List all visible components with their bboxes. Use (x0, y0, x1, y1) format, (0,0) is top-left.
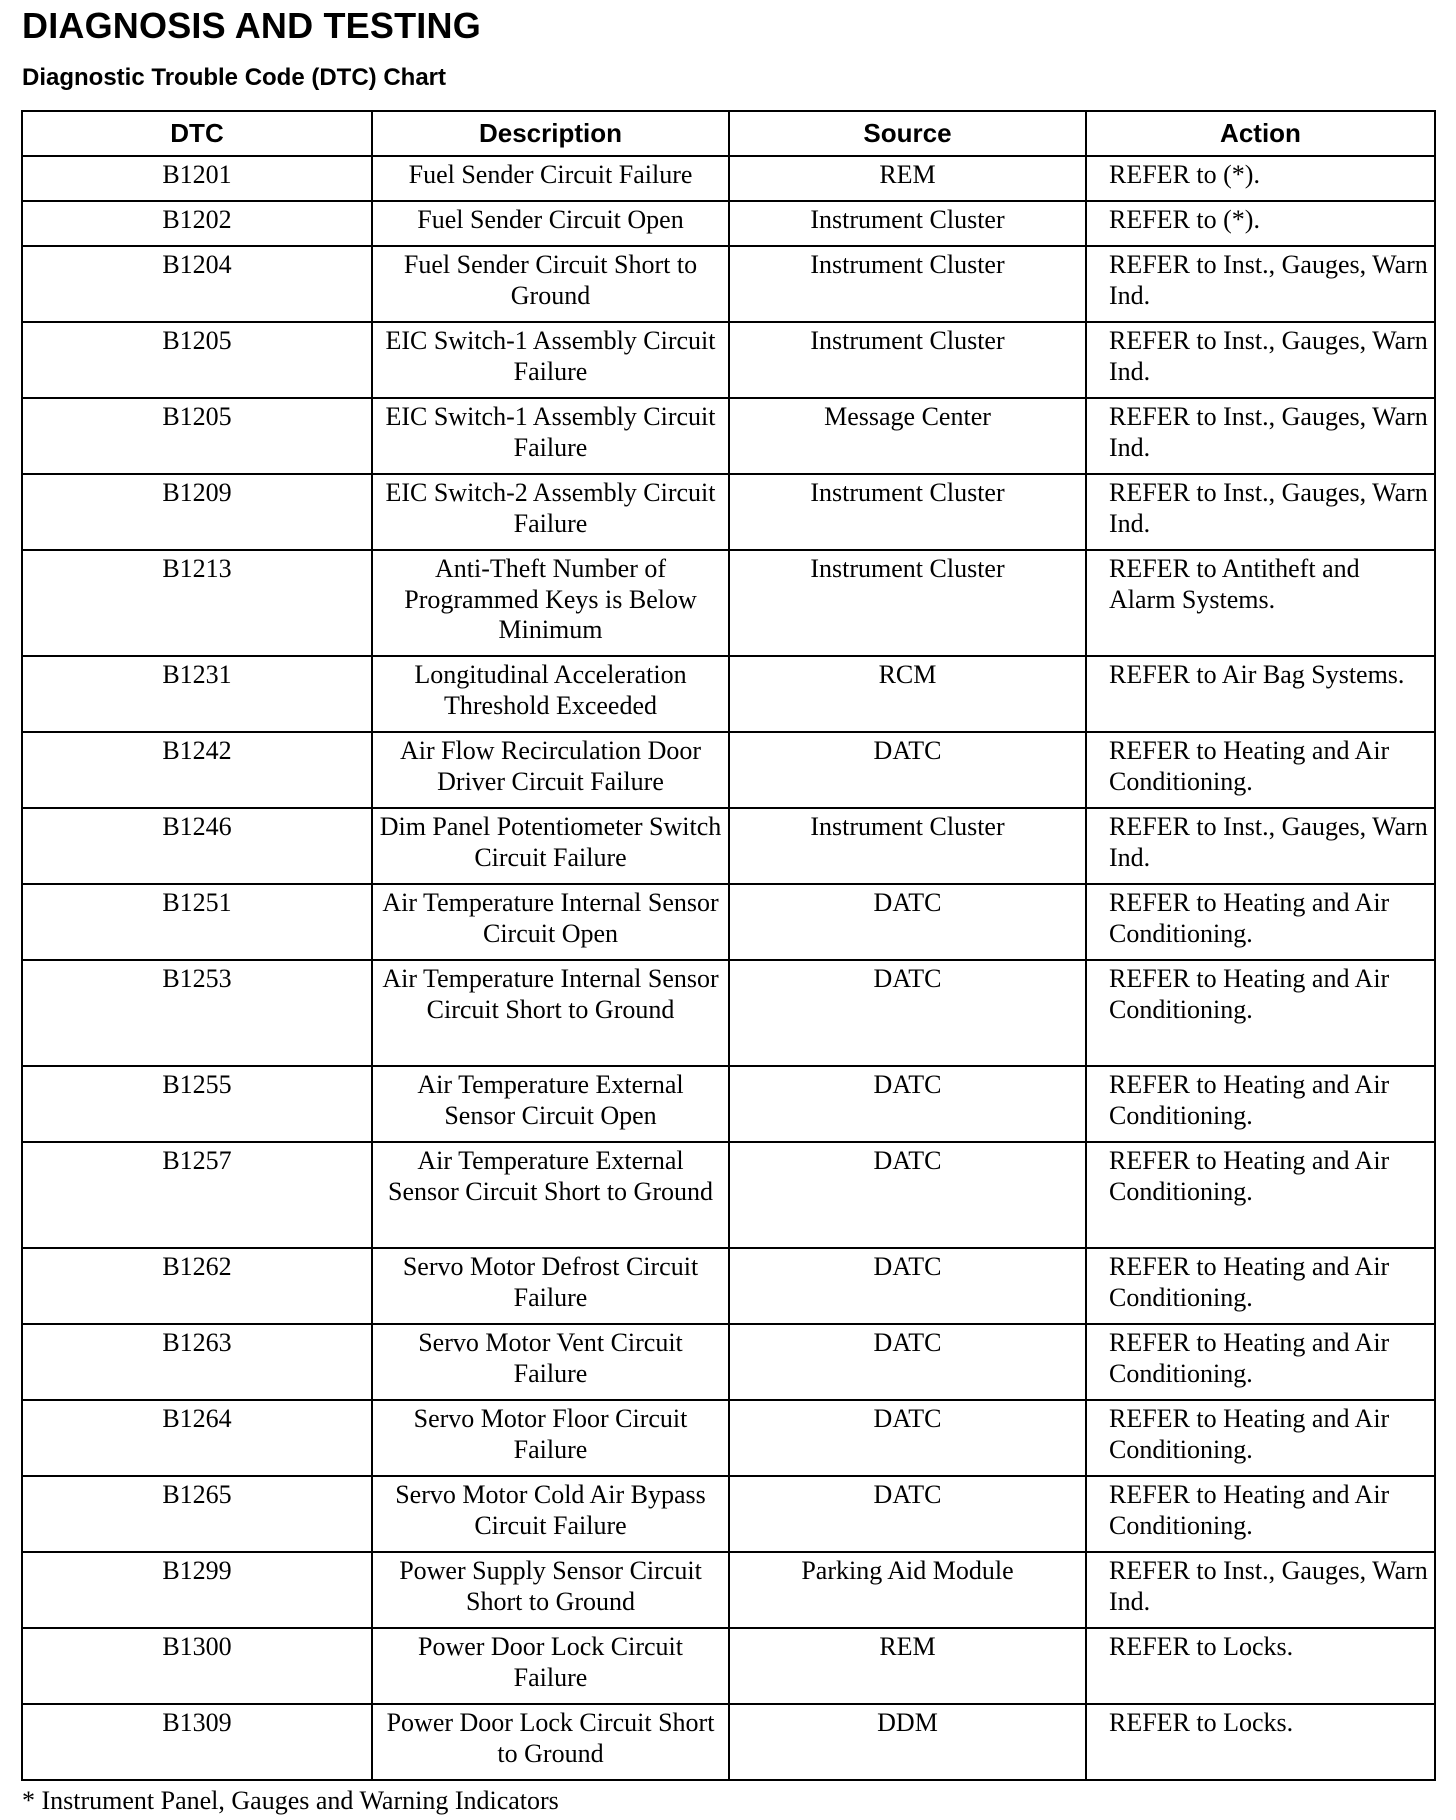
description-cell: Servo Motor Floor Circuit Failure (372, 1400, 729, 1476)
description-cell: Power Door Lock Circuit Short to Ground (372, 1704, 729, 1780)
dtc-code-cell: B1253 (22, 960, 372, 1066)
dtc-code-cell: B1201 (22, 156, 372, 201)
action-cell: REFER to Inst., Gauges, Warn Ind. (1086, 398, 1435, 474)
description-cell: Air Temperature Internal Sensor Circuit Short to Ground (372, 960, 729, 1066)
table-row (22, 474, 1435, 550)
description-cell: Air Flow Recirculation Door Driver Circuit Failure (372, 732, 729, 808)
dtc-code-cell: B1309 (22, 1704, 372, 1780)
dtc-code-cell: B1205 (22, 398, 372, 474)
column-header-description: Description (372, 111, 729, 156)
source-cell: DATC (729, 1142, 1086, 1248)
dtc-code-cell: B1251 (22, 884, 372, 960)
action-cell: REFER to Inst., Gauges, Warn Ind. (1086, 246, 1435, 322)
dtc-chart-table (21, 110, 1436, 1781)
source-cell: DATC (729, 1476, 1086, 1552)
description-cell: Fuel Sender Circuit Short to Ground (372, 246, 729, 322)
table-row (22, 156, 1435, 201)
source-cell: RCM (729, 656, 1086, 732)
description-cell: Servo Motor Vent Circuit Failure (372, 1324, 729, 1400)
action-cell: REFER to Antitheft and Alarm Systems. (1086, 550, 1435, 656)
dtc-code-cell: B1209 (22, 474, 372, 550)
source-cell: Message Center (729, 398, 1086, 474)
description-cell: Fuel Sender Circuit Open (372, 201, 729, 246)
table-row (22, 656, 1435, 732)
source-cell: Instrument Cluster (729, 808, 1086, 884)
source-cell: DATC (729, 732, 1086, 808)
dtc-code-cell: B1263 (22, 1324, 372, 1400)
table-row (22, 960, 1435, 1066)
description-cell: Anti-Theft Number of Programmed Keys is Below Minimum (372, 550, 729, 656)
source-cell: Instrument Cluster (729, 474, 1086, 550)
source-cell: DATC (729, 1248, 1086, 1324)
action-cell: REFER to Heating and Air Conditioning. (1086, 1476, 1435, 1552)
action-cell: REFER to Locks. (1086, 1628, 1435, 1704)
source-cell: DATC (729, 1066, 1086, 1142)
table-row (22, 201, 1435, 246)
section-title: DIAGNOSIS AND TESTING (22, 5, 481, 46)
source-cell: DDM (729, 1704, 1086, 1780)
source-cell: DATC (729, 1324, 1086, 1400)
table-row (22, 1400, 1435, 1476)
dtc-code-cell: B1257 (22, 1142, 372, 1248)
table-row (22, 246, 1435, 322)
description-cell: EIC Switch-2 Assembly Circuit Failure (372, 474, 729, 550)
source-cell: Instrument Cluster (729, 246, 1086, 322)
dtc-code-cell: B1231 (22, 656, 372, 732)
action-cell: REFER to Heating and Air Conditioning. (1086, 1248, 1435, 1324)
description-cell: Dim Panel Potentiometer Switch Circuit Failure (372, 808, 729, 884)
action-cell: REFER to (*). (1086, 201, 1435, 246)
source-cell: DATC (729, 1400, 1086, 1476)
column-header-dtc: DTC (22, 111, 372, 156)
action-cell: REFER to Inst., Gauges, Warn Ind. (1086, 808, 1435, 884)
dtc-code-cell: B1300 (22, 1628, 372, 1704)
table-row (22, 732, 1435, 808)
source-cell: REM (729, 156, 1086, 201)
action-cell: REFER to Heating and Air Conditioning. (1086, 1324, 1435, 1400)
description-cell: Power Door Lock Circuit Failure (372, 1628, 729, 1704)
dtc-code-cell: B1213 (22, 550, 372, 656)
description-cell: Power Supply Sensor Circuit Short to Ground (372, 1552, 729, 1628)
dtc-code-cell: B1202 (22, 201, 372, 246)
table-header-row (22, 111, 1435, 156)
action-cell: REFER to Heating and Air Conditioning. (1086, 1400, 1435, 1476)
action-cell: REFER to Heating and Air Conditioning. (1086, 884, 1435, 960)
description-cell: Longitudinal Acceleration Threshold Exceeded (372, 656, 729, 732)
dtc-code-cell: B1264 (22, 1400, 372, 1476)
description-cell: Servo Motor Defrost Circuit Failure (372, 1248, 729, 1324)
source-cell: DATC (729, 960, 1086, 1066)
action-cell: REFER to Heating and Air Conditioning. (1086, 1066, 1435, 1142)
dtc-code-cell: B1242 (22, 732, 372, 808)
table-row (22, 398, 1435, 474)
table-caption: Diagnostic Trouble Code (DTC) Chart (22, 64, 447, 91)
description-cell: Air Temperature Internal Sensor Circuit Open (372, 884, 729, 960)
source-cell: REM (729, 1628, 1086, 1704)
table-row (22, 808, 1435, 884)
action-cell: REFER to Inst., Gauges, Warn Ind. (1086, 474, 1435, 550)
action-cell: REFER to Heating and Air Conditioning. (1086, 1142, 1435, 1248)
action-cell: REFER to Heating and Air Conditioning. (1086, 960, 1435, 1066)
description-cell: Air Temperature External Sensor Circuit Open (372, 1066, 729, 1142)
table-row (22, 884, 1435, 960)
dtc-code-cell: B1205 (22, 322, 372, 398)
table-row (22, 1476, 1435, 1552)
table-row (22, 1704, 1435, 1780)
source-cell: Instrument Cluster (729, 201, 1086, 246)
dtc-code-cell: B1204 (22, 246, 372, 322)
column-header-action: Action (1086, 111, 1435, 156)
table-row (22, 1142, 1435, 1248)
table-row (22, 1552, 1435, 1628)
source-cell: Instrument Cluster (729, 550, 1086, 656)
dtc-code-cell: B1262 (22, 1248, 372, 1324)
action-cell: REFER to Locks. (1086, 1704, 1435, 1780)
source-cell: DATC (729, 884, 1086, 960)
description-cell: Air Temperature External Sensor Circuit Short to Ground (372, 1142, 729, 1248)
description-cell: Fuel Sender Circuit Failure (372, 156, 729, 201)
table-row (22, 550, 1435, 656)
table-row (22, 1324, 1435, 1400)
footnote: * Instrument Panel, Gauges and Warning Indicators (22, 1786, 559, 1815)
column-header-source: Source (729, 111, 1086, 156)
action-cell: REFER to Inst., Gauges, Warn Ind. (1086, 322, 1435, 398)
action-cell: REFER to Inst., Gauges, Warn Ind. (1086, 1552, 1435, 1628)
source-cell: Parking Aid Module (729, 1552, 1086, 1628)
table-row (22, 1066, 1435, 1142)
action-cell: REFER to Air Bag Systems. (1086, 656, 1435, 732)
dtc-code-cell: B1246 (22, 808, 372, 884)
action-cell: REFER to (*). (1086, 156, 1435, 201)
table-row (22, 1248, 1435, 1324)
source-cell: Instrument Cluster (729, 322, 1086, 398)
dtc-code-cell: B1255 (22, 1066, 372, 1142)
table-row (22, 1628, 1435, 1704)
dtc-code-cell: B1299 (22, 1552, 372, 1628)
description-cell: EIC Switch-1 Assembly Circuit Failure (372, 398, 729, 474)
table-row (22, 322, 1435, 398)
dtc-code-cell: B1265 (22, 1476, 372, 1552)
description-cell: Servo Motor Cold Air Bypass Circuit Failure (372, 1476, 729, 1552)
description-cell: EIC Switch-1 Assembly Circuit Failure (372, 322, 729, 398)
action-cell: REFER to Heating and Air Conditioning. (1086, 732, 1435, 808)
